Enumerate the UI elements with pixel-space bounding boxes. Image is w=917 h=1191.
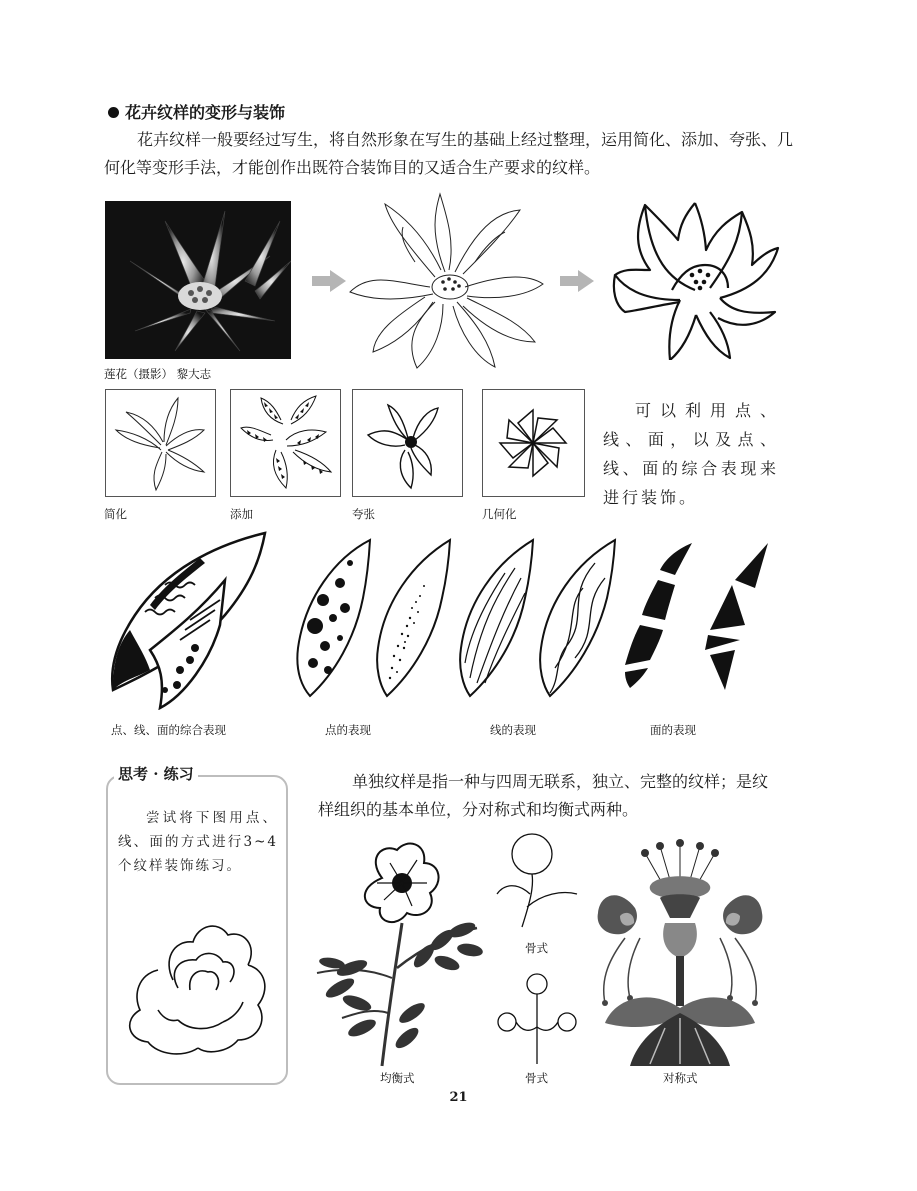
exercise-title: 思考 · 练习 [114, 763, 198, 784]
side-text: 可以利用点、线、面，以及点、线、面的综合表现来进行装饰。 [603, 401, 779, 507]
intro-paragraph: 花卉纹样一般要经过写生，将自然形象在写生的基础上经过整理，运用简化、添加、夸张、几何化等变形手法，才能创作出既符合装饰目的又适合生产要求的纹样。 [104, 130, 794, 177]
line-leaf-illustration [455, 538, 537, 698]
lotus-line-art [610, 200, 780, 360]
technique-box-simplify [105, 389, 216, 497]
stipple-leaf-illustration [372, 538, 454, 698]
symmetric-caption: 对称式 [663, 1071, 698, 1085]
leaf-caption-line: 线的表现 [490, 723, 536, 737]
balanced-flower-illustration [312, 838, 497, 1068]
technique-box-geometric [482, 389, 585, 497]
arrow-right-icon [560, 270, 594, 292]
line-pattern-leaf-illustration [535, 538, 620, 698]
technique-label: 添加 [230, 507, 253, 521]
dot-leaf-illustration [295, 538, 375, 698]
photo-caption: 莲花（摄影） 黎大志 [104, 367, 212, 381]
technique-label: 简化 [104, 507, 127, 521]
section-heading [108, 100, 285, 123]
exercise-text: 尝试将下图用点、线、面的方式进行3~4个纹样装饰练习。 [118, 810, 278, 874]
technique-box-add [230, 389, 341, 497]
face-leaf-illustration [620, 540, 695, 690]
single-pattern-text: 单独纹样是指一种与四周无联系，独立、完整的纹样；是纹样组织的基本单位，分对称式和均衡式两种。 [318, 772, 769, 819]
exaggerated-flower-icon [353, 390, 462, 496]
combined-leaf-illustration [105, 530, 270, 710]
page-number: 21 [449, 1090, 468, 1105]
skeleton-caption-bottom: 骨式 [525, 1071, 548, 1085]
balanced-caption: 均衡式 [380, 1071, 415, 1085]
symmetric-floral-illustration [590, 838, 770, 1066]
decorated-leaves-icon [231, 390, 340, 496]
geometric-pinwheel-icon [483, 390, 584, 496]
exercise-flower-outline [118, 910, 273, 1060]
skeleton-diagram-top [492, 832, 587, 932]
geometric-face-leaf-illustration [700, 540, 772, 692]
leaf-caption-combined: 点、线、面的综合表现 [111, 723, 226, 737]
lotus-sketch [345, 192, 545, 374]
skeleton-caption-top: 骨式 [525, 941, 548, 955]
technique-box-exaggerate [352, 389, 463, 497]
technique-label: 夸张 [352, 507, 375, 521]
leaf-caption-face: 面的表现 [650, 723, 696, 737]
lotus-photo [105, 201, 291, 359]
technique-label: 几何化 [482, 507, 517, 521]
arrow-right-icon [312, 270, 346, 292]
skeleton-diagram-bottom [492, 972, 587, 1067]
leaf-caption-dot: 点的表现 [325, 723, 371, 737]
bullet-icon [108, 107, 119, 118]
section-title: 花卉纹样的变形与装饰 [125, 103, 286, 122]
simplified-flower-icon [106, 390, 215, 496]
